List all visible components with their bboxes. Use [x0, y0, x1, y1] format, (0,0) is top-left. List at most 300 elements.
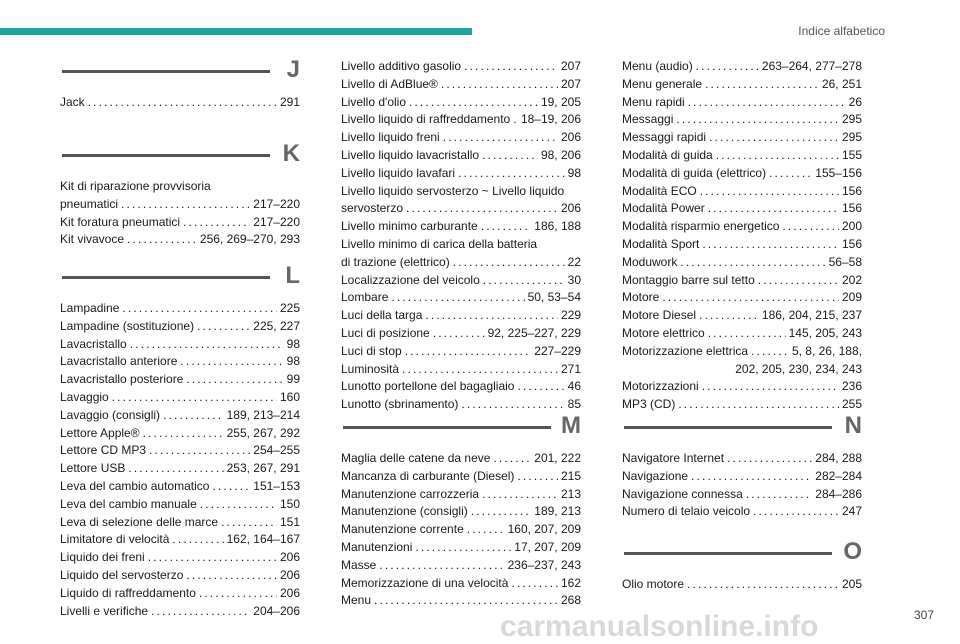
entry-pages: 207: [560, 76, 581, 91]
entry-pages: 145, 205, 243: [788, 325, 862, 340]
section-divider: [624, 426, 832, 429]
entry-pages: 225: [279, 301, 300, 315]
entry-name: Modalità di guida: [622, 147, 713, 162]
index-entry[interactable]: [622, 129, 862, 147]
index-entry[interactable]: [341, 76, 581, 94]
entry-name: Livello liquido lavacristallo: [341, 147, 480, 162]
index-entry[interactable]: [60, 585, 300, 603]
index-entry[interactable]: [622, 111, 862, 129]
dot-leader: [705, 76, 819, 94]
entry-line: [622, 111, 862, 129]
dot-leader: [464, 58, 558, 76]
entry-pages: 215: [560, 468, 581, 483]
entry-pages: 46: [567, 379, 581, 394]
entry-name: Liquido di raffreddamento: [60, 585, 196, 600]
entry-name: Liquido del servosterzo: [60, 567, 184, 582]
entry-name: Livello liquido lavafari: [341, 165, 456, 180]
dot-leader: [699, 307, 759, 325]
entry-pages: 291: [279, 95, 300, 109]
index-entry[interactable]: [60, 567, 300, 585]
entry-name: Lavaggio: [60, 389, 109, 404]
index-entry[interactable]: [341, 396, 581, 414]
index-entry-list: [60, 178, 300, 249]
entry-name: Liquido dei freni: [60, 550, 145, 565]
entry-name: Olio motore: [622, 577, 685, 591]
index-entry[interactable]: [341, 557, 581, 575]
dot-leader: [149, 442, 250, 460]
entry-line: [341, 272, 581, 290]
section-divider: [624, 552, 832, 555]
entry-name: Manutenzione carrozzeria: [341, 486, 480, 501]
index-entry[interactable]: [622, 254, 862, 272]
index-entry[interactable]: [622, 76, 862, 94]
index-entry[interactable]: [60, 94, 300, 112]
index-entry[interactable]: [622, 450, 862, 468]
index-entry[interactable]: [622, 396, 862, 414]
index-entry[interactable]: [341, 361, 581, 379]
entry-name: Menu generale: [622, 76, 703, 91]
index-entry[interactable]: [60, 318, 300, 336]
entry-pages: 26: [848, 94, 862, 109]
entry-name: Manutenzioni: [341, 539, 413, 554]
index-entry[interactable]: [60, 336, 300, 354]
entry-name: Mancanza di carburante (Diesel): [341, 468, 515, 483]
entry-name: Luci della targa: [341, 308, 423, 323]
entry-name: Manutenzione corrente: [341, 522, 464, 537]
dot-leader: [405, 343, 532, 361]
index-entry[interactable]: [341, 539, 581, 557]
entry-name: Motore elettrico: [622, 325, 705, 340]
index-entry[interactable]: [341, 307, 581, 325]
index-entry[interactable]: [622, 325, 862, 343]
index-entry[interactable]: [341, 343, 581, 361]
entry-pages: 247: [841, 504, 862, 519]
entry-line: [341, 94, 581, 112]
index-entry[interactable]: [341, 58, 581, 76]
index-entry[interactable]: [622, 183, 862, 201]
dot-leader: [127, 231, 197, 249]
index-entry[interactable]: [622, 236, 862, 254]
index-entry[interactable]: [622, 468, 862, 486]
entry-name: Livello additivo gasolio: [341, 59, 462, 73]
entry-line: [60, 496, 300, 514]
entry-line: [341, 592, 581, 610]
index-entry[interactable]: [60, 300, 300, 318]
dot-leader: [441, 76, 558, 94]
index-entry[interactable]: [341, 236, 581, 272]
entry-name: Lavacristallo anteriore: [60, 354, 178, 369]
entry-name: Motore Diesel: [622, 308, 697, 323]
entry-line: [341, 254, 581, 272]
entry-line: [60, 603, 300, 621]
dot-leader: [753, 503, 839, 521]
entry-pages: 160, 207, 209: [507, 522, 581, 537]
dot-leader: [513, 111, 518, 129]
dot-leader: [88, 94, 277, 112]
entry-line: [622, 129, 862, 147]
index-entry[interactable]: [341, 183, 581, 219]
entry-name: Navigazione: [622, 468, 689, 483]
entry-pages: 204–206: [253, 603, 300, 618]
entry-name: Kit vivavoce: [60, 232, 125, 247]
entry-pages: 85: [567, 397, 581, 412]
index-entry[interactable]: [622, 218, 862, 236]
dot-leader: [676, 111, 839, 129]
index-entry[interactable]: [60, 514, 300, 532]
index-entry[interactable]: [622, 289, 862, 307]
entry-pages: 207: [560, 59, 581, 73]
index-entry[interactable]: [341, 521, 581, 539]
entry-line: [60, 531, 300, 549]
entry-pages: 236–237, 243: [507, 557, 581, 572]
section-letter: L: [285, 262, 300, 289]
entry-name: Messaggi rapidi: [622, 130, 707, 145]
index-entry-list: [622, 58, 862, 414]
entry-pages: 186, 188: [534, 219, 581, 234]
index-entry[interactable]: [60, 407, 300, 425]
index-entry[interactable]: [341, 147, 581, 165]
entry-line: [60, 567, 300, 585]
entry-pages: 200: [841, 219, 862, 234]
entry-line: [341, 200, 581, 218]
entry-line: [622, 486, 862, 504]
section-divider: [62, 70, 270, 73]
entry-name: Luci di stop: [341, 343, 402, 358]
entry-pages: 98: [286, 336, 300, 351]
entry-pages: 256, 269–270, 293: [199, 232, 300, 247]
index-entry[interactable]: [60, 353, 300, 371]
dot-leader: [700, 183, 839, 201]
entry-line: [622, 307, 862, 325]
index-entry[interactable]: [622, 576, 862, 594]
entry-name: Leva del cambio manuale: [60, 496, 197, 511]
index-entry[interactable]: [60, 549, 300, 567]
entry-name: Lunotto (sbrinamento): [341, 397, 459, 412]
index-entry[interactable]: [341, 592, 581, 610]
dot-leader: [172, 531, 223, 549]
entry-name: Livelli e verifiche: [60, 603, 149, 618]
entry-pages: 189, 213: [534, 504, 581, 519]
dot-leader: [143, 425, 224, 443]
entry-line: [622, 183, 862, 201]
dot-leader: [425, 307, 558, 325]
index-entry-list: [341, 58, 581, 414]
dot-leader: [374, 592, 558, 610]
entry-name: Livello d'olio: [341, 94, 406, 109]
entry-line: [60, 94, 300, 112]
entry-name: Luminosità: [341, 361, 400, 376]
index-entry-list: [60, 300, 300, 620]
entry-line: [622, 576, 862, 594]
entry-pages: 156: [841, 183, 862, 198]
index-entry[interactable]: [60, 178, 300, 214]
entry-line: [60, 407, 300, 425]
dot-leader: [151, 603, 250, 621]
section-divider: [343, 426, 551, 429]
entry-line: [60, 371, 300, 389]
section-divider: [62, 154, 270, 157]
entry-line: [622, 450, 862, 468]
entry-pages: 155: [841, 147, 862, 162]
section-divider: [62, 276, 270, 279]
entry-pages: 284, 288: [815, 451, 862, 465]
index-entry[interactable]: [622, 147, 862, 165]
entry-pages: 225, 227: [253, 318, 300, 333]
entry-line: [341, 218, 581, 236]
entry-name: Moduwork: [622, 254, 678, 269]
index-entry[interactable]: [341, 450, 581, 468]
entry-pages: 263–264, 277–278: [761, 59, 862, 73]
entry-name: Leva di selezione delle marce: [60, 514, 219, 529]
dot-leader: [186, 567, 277, 585]
dot-leader: [483, 272, 565, 290]
index-entry-list: [622, 576, 862, 594]
dot-leader: [517, 468, 558, 486]
entry-line: [60, 460, 300, 478]
entry-name: Maglia delle catene da neve: [341, 451, 491, 465]
entry-name: Lombare: [341, 290, 389, 305]
index-entry[interactable]: [60, 460, 300, 478]
entry-line: [622, 76, 862, 94]
entry-name: Menu rapidi: [622, 94, 685, 109]
dot-leader: [453, 254, 565, 272]
entry-line: [341, 147, 581, 165]
index-entry[interactable]: [60, 425, 300, 443]
dot-leader: [121, 196, 250, 214]
entry-line: [341, 450, 581, 468]
dot-leader: [461, 396, 564, 414]
dot-leader: [782, 218, 839, 236]
index-entry-list: [60, 94, 300, 112]
dot-leader: [467, 521, 505, 539]
entry-name: Modalità ECO: [622, 183, 697, 198]
page-header-title: Indice alfabetico: [798, 24, 885, 38]
index-entry[interactable]: [622, 378, 862, 396]
dot-leader: [406, 200, 558, 218]
entry-pages: 201, 222: [534, 451, 581, 465]
dot-leader: [458, 165, 565, 183]
entry-pages: 162: [560, 575, 581, 590]
entry-pages: 30: [567, 272, 581, 287]
entry-pages: 271: [560, 361, 581, 376]
index-entry-list: [341, 450, 581, 610]
entry-name: Kit foratura pneumatici: [60, 214, 181, 229]
index-entry[interactable]: [341, 378, 581, 396]
entry-pages-continued: 202, 205, 230, 234, 243: [735, 361, 862, 376]
index-entry[interactable]: [341, 468, 581, 486]
index-entry[interactable]: [341, 486, 581, 504]
entry-line: [60, 585, 300, 603]
index-entry[interactable]: [341, 325, 581, 343]
dot-leader: [511, 575, 558, 593]
entry-line: [341, 325, 581, 343]
entry-pages: 282–284: [815, 468, 862, 483]
entry-pages: 255, 267, 292: [226, 425, 300, 440]
entry-name: Messaggi: [622, 112, 674, 127]
entry-pages: 202: [841, 272, 862, 287]
entry-line: [341, 76, 581, 94]
index-entry[interactable]: [622, 94, 862, 112]
entry-pages: 160: [279, 389, 300, 404]
dot-leader: [716, 147, 839, 165]
entry-line: [60, 353, 300, 371]
index-entry[interactable]: [622, 58, 862, 76]
entry-pages: 26, 251: [821, 76, 862, 91]
index-entry[interactable]: [60, 603, 300, 621]
index-entry[interactable]: [341, 165, 581, 183]
entry-line: [60, 514, 300, 532]
entry-line: [60, 318, 300, 336]
index-entry[interactable]: [60, 496, 300, 514]
entry-name: Livello minimo carburante: [341, 219, 478, 234]
index-entry[interactable]: [341, 218, 581, 236]
entry-name: Modalità di guida (elettrico): [622, 165, 767, 180]
dot-leader: [130, 336, 284, 354]
index-entry[interactable]: [341, 272, 581, 290]
entry-line: [622, 503, 862, 521]
index-entry[interactable]: [60, 214, 300, 232]
dot-leader: [702, 378, 839, 396]
entry-name: Manutenzione (consigli): [341, 504, 468, 519]
entry-name: Motore: [622, 290, 660, 305]
entry-line: [622, 468, 862, 486]
dot-leader: [391, 289, 524, 307]
entry-name: Menu: [341, 593, 372, 608]
entry-name: servosterzo: [341, 201, 404, 216]
index-entry[interactable]: [341, 575, 581, 593]
entry-pages: 206: [279, 567, 300, 582]
entry-name: Motorizzazioni: [622, 379, 699, 394]
dot-leader: [402, 361, 558, 379]
entry-pages: 206: [279, 550, 300, 565]
dot-leader: [688, 94, 846, 112]
entry-name: Numero di telaio veicolo: [622, 504, 751, 519]
entry-name: Lettore CD MP3: [60, 443, 147, 458]
entry-name: Lettore Apple®: [60, 425, 140, 440]
entry-name: Memorizzazione di una velocità: [341, 575, 509, 590]
entry-line: [341, 361, 581, 379]
entry-pages: 254–255: [253, 443, 300, 458]
section-letter: N: [844, 412, 862, 439]
section-letter: M: [561, 412, 581, 439]
entry-name-line: Livello minimo di carica della batteria: [341, 236, 538, 251]
entry-name: Livello liquido freni: [341, 130, 440, 145]
entry-line: [622, 218, 862, 236]
entry-pages: 98: [567, 165, 581, 180]
dot-leader: [746, 486, 813, 504]
index-entry[interactable]: [60, 531, 300, 549]
page-number: 307: [913, 608, 934, 622]
entry-pages: 268: [560, 593, 581, 608]
entry-line: [341, 575, 581, 593]
dot-leader: [691, 468, 812, 486]
entry-line: [341, 503, 581, 521]
index-entry[interactable]: [60, 389, 300, 407]
entry-line: [622, 343, 862, 361]
entry-pages: 236: [841, 379, 862, 394]
index-entry[interactable]: [622, 200, 862, 218]
entry-name: pneumatici: [60, 196, 119, 211]
entry-pages: 151: [279, 514, 300, 529]
entry-pages: 156: [841, 236, 862, 251]
entry-line: [341, 165, 581, 183]
entry-name: Lavaggio (consigli): [60, 407, 161, 422]
index-entry[interactable]: [622, 307, 862, 325]
dot-leader: [758, 272, 839, 290]
index-entry[interactable]: [60, 231, 300, 249]
index-entry[interactable]: [622, 165, 862, 183]
index-entry[interactable]: [60, 442, 300, 460]
entry-line: [60, 231, 300, 249]
index-entry[interactable]: [341, 111, 581, 129]
entry-name: Luci di posizione: [341, 325, 430, 340]
entry-name: Lavacristallo: [60, 336, 127, 351]
index-entry[interactable]: [622, 343, 862, 379]
section-letter: J: [286, 56, 300, 83]
entry-line: [60, 300, 300, 318]
dot-leader: [727, 450, 812, 468]
index-entry[interactable]: [341, 503, 581, 521]
dot-leader: [197, 318, 250, 336]
entry-line: [622, 254, 862, 272]
dot-leader: [379, 557, 504, 575]
entry-line: [60, 389, 300, 407]
entry-name: Lunotto portellone del bagagliaio: [341, 379, 515, 394]
dot-leader: [517, 378, 564, 396]
dot-leader: [769, 165, 812, 183]
index-entry[interactable]: [341, 94, 581, 112]
entry-line: [622, 236, 862, 254]
entry-pages: 22: [567, 254, 581, 269]
entry-name: Masse: [341, 557, 377, 572]
entry-pages: 217–220: [253, 196, 300, 211]
index-entry[interactable]: [622, 272, 862, 290]
dot-leader: [709, 129, 839, 147]
entry-line: [60, 336, 300, 354]
entry-pages: 98: [286, 354, 300, 369]
entry-pages: 189, 213–214: [226, 407, 300, 422]
entry-pages: 156: [841, 201, 862, 216]
entry-name-line: Kit di riparazione provvisoria: [60, 179, 211, 193]
entry-line: [341, 58, 581, 76]
dot-leader: [415, 539, 511, 557]
entry-line: [622, 165, 862, 183]
dot-leader: [409, 94, 538, 112]
entry-pages: 205: [841, 577, 862, 591]
dot-leader: [128, 460, 223, 478]
index-entry[interactable]: [60, 478, 300, 496]
entry-name: Modalità Power: [622, 201, 705, 216]
index-entry[interactable]: [622, 486, 862, 504]
entry-pages: 17, 207, 209: [514, 539, 581, 554]
entry-line: [341, 129, 581, 147]
entry-name: Modalità risparmio energetico: [622, 219, 780, 234]
entry-pages: 98, 206: [540, 147, 581, 162]
dot-leader: [163, 407, 224, 425]
dot-leader: [199, 585, 277, 603]
entry-name: Navigatore Internet: [622, 451, 725, 465]
dot-leader: [678, 396, 839, 414]
index-entry[interactable]: [60, 371, 300, 389]
entry-pages: 209: [841, 290, 862, 305]
dot-leader: [221, 514, 277, 532]
index-entry[interactable]: [622, 503, 862, 521]
entry-name: Leva del cambio automatico: [60, 478, 210, 493]
entry-name: Navigazione connessa: [622, 486, 743, 501]
index-entry[interactable]: [341, 129, 581, 147]
index-entry[interactable]: [341, 289, 581, 307]
dot-leader: [482, 486, 558, 504]
